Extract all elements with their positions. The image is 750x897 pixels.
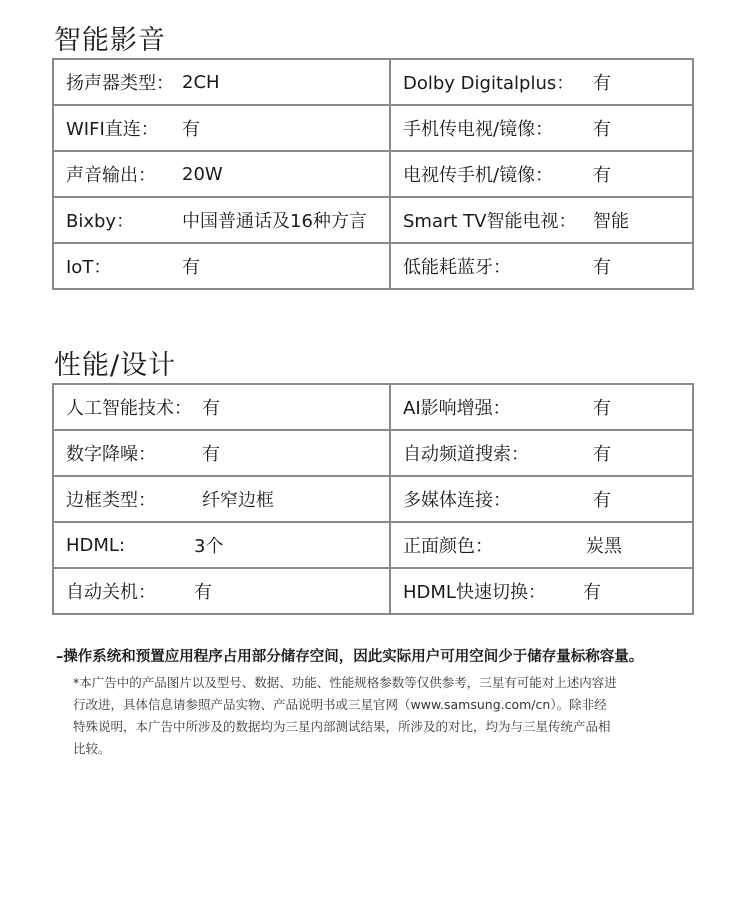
spec-value: 有: [202, 444, 220, 465]
spec-label: 低能耗蓝牙：: [403, 257, 511, 278]
spec-label: 声音输出：: [66, 165, 156, 186]
spec-cell: [390, 568, 693, 614]
spec-cell: [390, 430, 693, 476]
spec-label: HDML快速切换：: [403, 582, 546, 603]
spec-table-smart-av: [52, 58, 694, 290]
spec-value: 智能: [593, 211, 629, 232]
spec-table-performance-design: [52, 383, 694, 615]
disclaimer-line: 特殊说明，本广告中所涉及的数据均为三星内部测试结果，所涉及的对比，均为与三星传统产品相: [73, 719, 611, 734]
spec-cell: [390, 522, 693, 568]
spec-label: 多媒体连接：: [403, 490, 511, 511]
spec-cell: [53, 105, 390, 151]
spec-cell: [390, 59, 693, 105]
spec-value: 20W: [182, 163, 223, 185]
spec-cell: [390, 151, 693, 197]
spec-value: 有: [593, 444, 611, 465]
table-row: [53, 151, 693, 197]
spec-value: 有: [593, 257, 611, 278]
spec-label: 手机传电视/镜像：: [403, 119, 554, 140]
spec-cell: [53, 151, 390, 197]
spec-cell: [390, 476, 693, 522]
table-row: [53, 59, 693, 105]
spec-label: Smart TV智能电视：: [403, 211, 577, 232]
spec-value: 3个: [194, 536, 224, 557]
table-row: [53, 384, 693, 430]
spec-value: 有: [182, 119, 200, 140]
storage-note: –操作系统和预置应用程序占用部分储存空间，因此实际用户可用空间少于储存量标称容量。: [56, 649, 644, 665]
spec-value: 纤窄边框: [202, 490, 274, 511]
spec-value: 有: [593, 165, 611, 186]
disclaimer-line: *本广告中的产品图片以及型号、数据、功能、性能规格参数等仅供参考，三星有可能对上述内容进: [73, 675, 617, 690]
spec-label: IoT：: [66, 257, 112, 278]
spec-cell: [53, 197, 390, 243]
spec-label: Bixby：: [66, 211, 135, 232]
spec-cell: [53, 476, 390, 522]
spec-cell: [53, 522, 390, 568]
spec-value: 中国普通话及16种方言: [182, 211, 367, 232]
spec-cell: [53, 430, 390, 476]
table-row: [53, 476, 693, 522]
spec-label: AI影响增强：: [403, 398, 511, 419]
spec-cell: [390, 197, 693, 243]
table-row: [53, 430, 693, 476]
disclaimer: [73, 672, 673, 760]
spec-label: 数字降噪：: [66, 444, 156, 465]
spec-value: 炭黑: [586, 536, 622, 557]
spec-cell: [53, 568, 390, 614]
spec-value: 有: [593, 119, 611, 140]
spec-value: 2CH: [182, 71, 220, 93]
table-row: [53, 522, 693, 568]
table-row: [53, 105, 693, 151]
section-title-performance-design: 性能/设计: [54, 350, 177, 381]
spec-cell: [390, 105, 693, 151]
spec-label: Dolby Digitalplus：: [403, 73, 575, 94]
spec-value: 有: [202, 398, 220, 419]
spec-value: 有: [182, 257, 200, 278]
spec-label: 自动关机：: [66, 582, 156, 603]
spec-label: 人工智能技术：: [66, 398, 192, 419]
disclaimer-line: 行改进，具体信息请参照产品实物、产品说明书或三星官网（www.samsung.com/cn）。除非经: [73, 697, 607, 712]
spec-cell: [390, 384, 693, 430]
spec-label: 扬声器类型：: [66, 73, 174, 94]
spec-label: 自动频道搜索：: [403, 444, 529, 465]
table-row: [53, 568, 693, 614]
spec-label: 电视传手机/镜像：: [403, 165, 554, 186]
spec-cell: [390, 243, 693, 289]
table-row: [53, 197, 693, 243]
spec-value: 有: [593, 398, 611, 419]
spec-label: 边框类型：: [66, 490, 156, 511]
spec-label: 正面颜色：: [403, 536, 493, 557]
spec-label: WIFI直连：: [66, 119, 159, 140]
spec-cell: [53, 384, 390, 430]
table-row: [53, 243, 693, 289]
section-title-smart-av: 智能影音: [54, 25, 166, 56]
disclaimer-line: 比较。: [73, 741, 111, 756]
spec-cell: [53, 59, 390, 105]
spec-value: 有: [583, 582, 601, 603]
spec-value: 有: [593, 490, 611, 511]
spec-value: 有: [194, 582, 212, 603]
spec-label: HDML:: [66, 534, 126, 556]
spec-cell: [53, 243, 390, 289]
spec-value: 有: [593, 73, 611, 94]
